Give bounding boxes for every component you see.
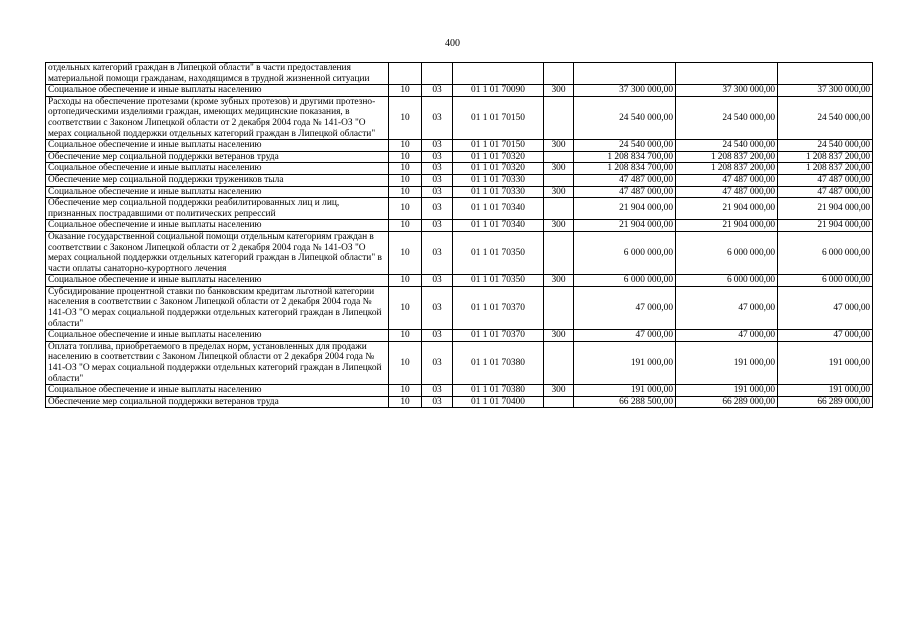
subsection-cell: 03 xyxy=(422,396,453,408)
table-row xyxy=(46,163,873,175)
budget-table xyxy=(45,62,873,408)
amount-year-3-cell: 37 300 000,00 xyxy=(778,85,873,97)
amount-year-1-cell: 47 487 000,00 xyxy=(574,174,676,186)
amount-year-2-cell: 24 540 000,00 xyxy=(676,96,778,139)
table-row xyxy=(46,231,873,274)
row-name-cell: Социальное обеспечение и иные выплаты населению xyxy=(46,186,389,198)
target-article-cell: 01 1 01 70380 xyxy=(453,341,544,384)
amount-year-1-cell: 66 288 500,00 xyxy=(574,396,676,408)
amount-year-2-cell: 37 300 000,00 xyxy=(676,85,778,97)
amount-year-2-cell: 47 487 000,00 xyxy=(676,186,778,198)
expense-type-cell: 300 xyxy=(544,140,574,152)
expense-type-cell xyxy=(544,174,574,186)
expense-type-cell: 300 xyxy=(544,275,574,287)
row-name-cell: Обеспечение мер социальной поддержки реабилитированных лиц и лиц, признанных пострадавшими от политических репрессий xyxy=(46,198,389,220)
subsection-cell: 03 xyxy=(422,96,453,139)
amount-year-1-cell: 21 904 000,00 xyxy=(574,198,676,220)
amount-year-2-cell: 47 487 000,00 xyxy=(676,174,778,186)
amount-year-1-cell: 37 300 000,00 xyxy=(574,85,676,97)
amount-year-1-cell: 6 000 000,00 xyxy=(574,275,676,287)
row-name-cell: Социальное обеспечение и иные выплаты населению xyxy=(46,330,389,342)
target-article-cell: 01 1 01 70330 xyxy=(453,186,544,198)
subsection-cell: 03 xyxy=(422,286,453,329)
target-article-cell: 01 1 01 70340 xyxy=(453,220,544,232)
row-name-cell: Социальное обеспечение и иные выплаты населению xyxy=(46,163,389,175)
amount-year-3-cell: 47 487 000,00 xyxy=(778,174,873,186)
expense-type-cell: 300 xyxy=(544,220,574,232)
target-article-cell: 01 1 01 70340 xyxy=(453,198,544,220)
amount-year-2-cell: 21 904 000,00 xyxy=(676,220,778,232)
table-row xyxy=(46,330,873,342)
subsection-cell: 03 xyxy=(422,151,453,163)
amount-year-1-cell: 24 540 000,00 xyxy=(574,96,676,139)
row-name-cell: отдельных категорий граждан в Липецкой области" в части предоставления материальной помощи гражданам, находящимся в трудной жизненной ситуации xyxy=(46,63,389,85)
target-article-cell: 01 1 01 70370 xyxy=(453,330,544,342)
expense-type-cell: 300 xyxy=(544,186,574,198)
row-name-cell: Социальное обеспечение и иные выплаты населению xyxy=(46,85,389,97)
table-row xyxy=(46,396,873,408)
expense-type-cell: 300 xyxy=(544,385,574,397)
amount-year-1-cell: 191 000,00 xyxy=(574,385,676,397)
amount-year-1-cell xyxy=(574,63,676,85)
amount-year-3-cell: 1 208 837 200,00 xyxy=(778,151,873,163)
amount-year-3-cell: 191 000,00 xyxy=(778,385,873,397)
amount-year-2-cell: 24 540 000,00 xyxy=(676,140,778,152)
section-cell: 10 xyxy=(389,198,422,220)
target-article-cell: 01 1 01 70330 xyxy=(453,174,544,186)
table-row xyxy=(46,96,873,139)
expense-type-cell xyxy=(544,341,574,384)
section-cell: 10 xyxy=(389,96,422,139)
expense-type-cell xyxy=(544,396,574,408)
subsection-cell: 03 xyxy=(422,231,453,274)
target-article-cell: 01 1 01 70400 xyxy=(453,396,544,408)
amount-year-3-cell: 24 540 000,00 xyxy=(778,140,873,152)
amount-year-2-cell: 47 000,00 xyxy=(676,330,778,342)
table-row xyxy=(46,220,873,232)
table-row xyxy=(46,385,873,397)
row-name-cell: Обеспечение мер социальной поддержки ветеранов труда xyxy=(46,396,389,408)
target-article-cell: 01 1 01 70150 xyxy=(453,96,544,139)
expense-type-cell: 300 xyxy=(544,330,574,342)
subsection-cell: 03 xyxy=(422,174,453,186)
row-name-cell: Социальное обеспечение и иные выплаты населению xyxy=(46,220,389,232)
table-row xyxy=(46,140,873,152)
section-cell: 10 xyxy=(389,330,422,342)
amount-year-3-cell: 21 904 000,00 xyxy=(778,198,873,220)
row-name-cell: Оказание государственной социальной помощи отдельным категориям граждан в соответствии с Законом Липецкой области от 2 декабря 2004 года № 141-ОЗ "О мерах социальной поддержки отдельных категорий граждан в Липецкой области" в части оплаты санаторно-курортного лечения xyxy=(46,231,389,274)
amount-year-2-cell: 1 208 837 200,00 xyxy=(676,151,778,163)
row-name-cell: Социальное обеспечение и иные выплаты населению xyxy=(46,385,389,397)
amount-year-2-cell: 6 000 000,00 xyxy=(676,275,778,287)
subsection-cell: 03 xyxy=(422,330,453,342)
amount-year-2-cell: 191 000,00 xyxy=(676,385,778,397)
amount-year-2-cell: 66 289 000,00 xyxy=(676,396,778,408)
amount-year-1-cell: 24 540 000,00 xyxy=(574,140,676,152)
subsection-cell: 03 xyxy=(422,140,453,152)
target-article-cell: 01 1 01 70090 xyxy=(453,85,544,97)
expense-type-cell xyxy=(544,286,574,329)
amount-year-2-cell: 21 904 000,00 xyxy=(676,198,778,220)
amount-year-3-cell: 1 208 837 200,00 xyxy=(778,163,873,175)
subsection-cell: 03 xyxy=(422,275,453,287)
row-name-cell: Обеспечение мер социальной поддержки ветеранов труда xyxy=(46,151,389,163)
section-cell: 10 xyxy=(389,220,422,232)
table-row xyxy=(46,186,873,198)
section-cell: 10 xyxy=(389,140,422,152)
expense-type-cell xyxy=(544,198,574,220)
row-name-cell: Социальное обеспечение и иные выплаты населению xyxy=(46,140,389,152)
amount-year-3-cell xyxy=(778,63,873,85)
target-article-cell: 01 1 01 70370 xyxy=(453,286,544,329)
amount-year-3-cell: 47 000,00 xyxy=(778,286,873,329)
table-row xyxy=(46,63,873,85)
subsection-cell: 03 xyxy=(422,85,453,97)
expense-type-cell xyxy=(544,151,574,163)
subsection-cell: 03 xyxy=(422,341,453,384)
amount-year-1-cell: 191 000,00 xyxy=(574,341,676,384)
section-cell: 10 xyxy=(389,385,422,397)
target-article-cell: 01 1 01 70350 xyxy=(453,275,544,287)
amount-year-1-cell: 47 487 000,00 xyxy=(574,186,676,198)
amount-year-1-cell: 6 000 000,00 xyxy=(574,231,676,274)
amount-year-1-cell: 1 208 834 700,00 xyxy=(574,163,676,175)
amount-year-2-cell: 1 208 837 200,00 xyxy=(676,163,778,175)
row-name-cell: Расходы на обеспечение протезами (кроме зубных протезов) и другими протезно-ортопедическими изделиями граждан, имеющих медицинские показания, в соответствии с Законом Липецкой области от 2 декабря 2004 года № 141-ОЗ "О мерах социальной поддержки отдельных категорий граждан в Липецкой области" xyxy=(46,96,389,139)
target-article-cell xyxy=(453,63,544,85)
subsection-cell: 03 xyxy=(422,186,453,198)
section-cell: 10 xyxy=(389,231,422,274)
section-cell: 10 xyxy=(389,396,422,408)
section-cell: 10 xyxy=(389,174,422,186)
amount-year-1-cell: 47 000,00 xyxy=(574,286,676,329)
amount-year-2-cell: 191 000,00 xyxy=(676,341,778,384)
section-cell xyxy=(389,63,422,85)
subsection-cell: 03 xyxy=(422,220,453,232)
row-name-cell: Оплата топлива, приобретаемого в пределах норм, установленных для продажи населению в соответствии с Законом Липецкой области от 2 декабря 2004 года № 141-ОЗ "О мерах социальной поддержки отдельных категорий граждан в Липецкой области" xyxy=(46,341,389,384)
amount-year-2-cell: 47 000,00 xyxy=(676,286,778,329)
section-cell: 10 xyxy=(389,186,422,198)
amount-year-3-cell: 47 000,00 xyxy=(778,330,873,342)
subsection-cell: 03 xyxy=(422,198,453,220)
section-cell: 10 xyxy=(389,85,422,97)
amount-year-3-cell: 6 000 000,00 xyxy=(778,231,873,274)
table-row xyxy=(46,275,873,287)
section-cell: 10 xyxy=(389,286,422,329)
subsection-cell xyxy=(422,63,453,85)
amount-year-3-cell: 66 289 000,00 xyxy=(778,396,873,408)
table-row xyxy=(46,286,873,329)
amount-year-2-cell xyxy=(676,63,778,85)
target-article-cell: 01 1 01 70380 xyxy=(453,385,544,397)
expense-type-cell xyxy=(544,96,574,139)
section-cell: 10 xyxy=(389,341,422,384)
expense-type-cell xyxy=(544,63,574,85)
amount-year-1-cell: 47 000,00 xyxy=(574,330,676,342)
amount-year-3-cell: 21 904 000,00 xyxy=(778,220,873,232)
expense-type-cell: 300 xyxy=(544,85,574,97)
amount-year-3-cell: 47 487 000,00 xyxy=(778,186,873,198)
row-name-cell: Обеспечение мер социальной поддержки тружеников тыла xyxy=(46,174,389,186)
table-body xyxy=(46,63,873,408)
row-name-cell: Субсидирование процентной ставки по банковским кредитам льготной категории населения в соответствии с Законом Липецкой области от 2 декабря 2004 года № 141-ОЗ "О мерах социальной поддержки отдельных категорий граждан в Липецкой области" xyxy=(46,286,389,329)
section-cell: 10 xyxy=(389,163,422,175)
target-article-cell: 01 1 01 70150 xyxy=(453,140,544,152)
subsection-cell: 03 xyxy=(422,385,453,397)
amount-year-1-cell: 21 904 000,00 xyxy=(574,220,676,232)
target-article-cell: 01 1 01 70320 xyxy=(453,163,544,175)
table-row xyxy=(46,341,873,384)
section-cell: 10 xyxy=(389,275,422,287)
target-article-cell: 01 1 01 70350 xyxy=(453,231,544,274)
amount-year-3-cell: 6 000 000,00 xyxy=(778,275,873,287)
amount-year-3-cell: 191 000,00 xyxy=(778,341,873,384)
table-row xyxy=(46,198,873,220)
row-name-cell: Социальное обеспечение и иные выплаты населению xyxy=(46,275,389,287)
page-number: 400 xyxy=(445,38,460,49)
section-cell: 10 xyxy=(389,151,422,163)
amount-year-1-cell: 1 208 834 700,00 xyxy=(574,151,676,163)
amount-year-3-cell: 24 540 000,00 xyxy=(778,96,873,139)
amount-year-2-cell: 6 000 000,00 xyxy=(676,231,778,274)
table-row xyxy=(46,85,873,97)
target-article-cell: 01 1 01 70320 xyxy=(453,151,544,163)
expense-type-cell xyxy=(544,231,574,274)
subsection-cell: 03 xyxy=(422,163,453,175)
expense-type-cell: 300 xyxy=(544,163,574,175)
table-row xyxy=(46,174,873,186)
table-row xyxy=(46,151,873,163)
